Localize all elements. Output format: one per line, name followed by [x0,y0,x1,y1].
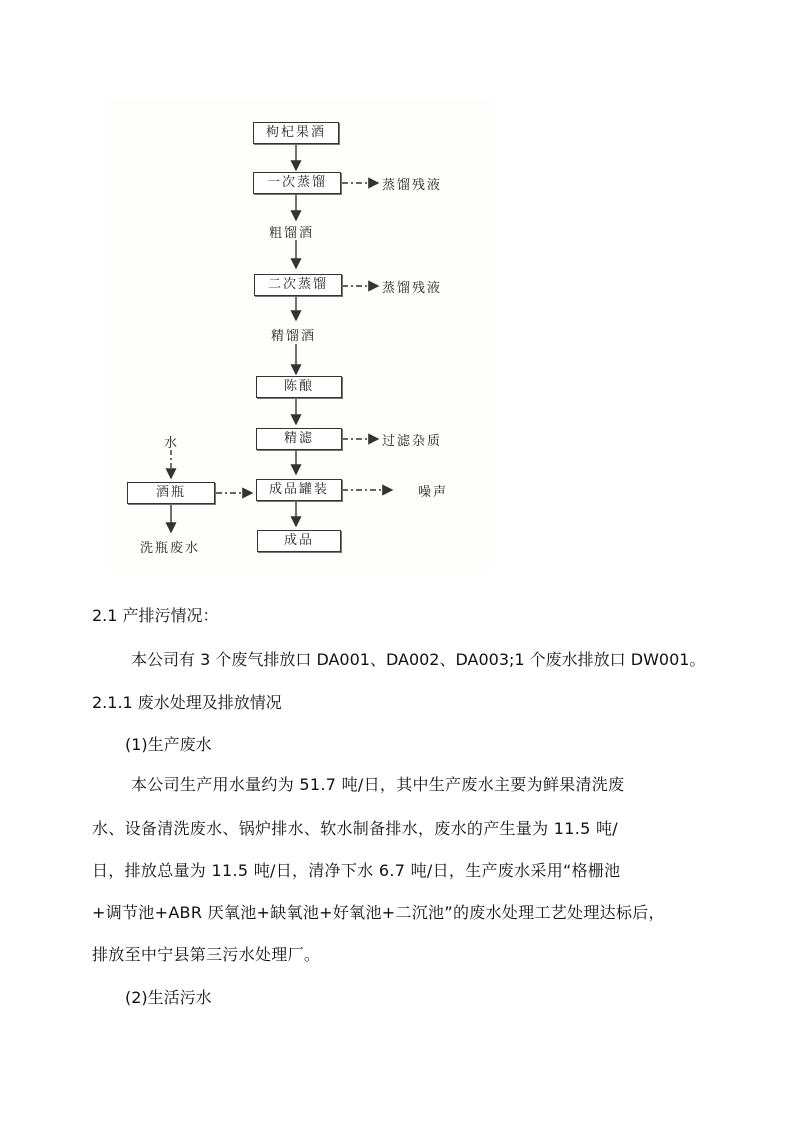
label-refined-distillate: 精馏酒 [271,329,317,344]
label-crude-distillate: 粗馏酒 [269,226,315,241]
box-second-distillation: 二次蒸馏 [254,274,342,296]
paragraph-line: 水、设备清洗废水、锅炉排水、软水制备排水，废水的产生量为 11.5 吨/ [92,819,618,838]
label-filter-impurities: 过滤杂质 [382,434,443,449]
box-goji-wine: 枸杞果酒 [253,122,339,144]
label-water: 水 [164,436,180,451]
outlets-sentence: 本公司有 3 个废气排放口 DA001、DA002、DA003;1 个废水排放口 DW001。 [131,650,706,669]
paragraph-line: +调节池+ABR 厌氧池+缺氧池+好氧池+二沉池”的废水处理工艺处理达标后， [92,903,665,922]
box-finished-product: 成品 [257,530,341,552]
label-distillation-residue-1: 蒸馏残液 [382,178,443,193]
label-distillation-residue-2: 蒸馏残液 [382,281,443,296]
box-wine-bottle: 酒瓶 [127,482,215,504]
subheading-domestic-sewage: (2)生活污水 [125,988,212,1007]
heading-2-1: 2.1 产排污情况： [92,606,219,625]
heading-2-1-1: 2.1.1 废水处理及排放情况 [92,693,282,712]
paragraph-line: 排放至中宁县第三污水处理厂。 [92,945,321,964]
box-first-distillation: 一次蒸馏 [253,172,341,194]
label-noise: 噪声 [418,485,449,500]
process-flow-diagram [110,100,490,570]
paragraph-line: 日，排放总量为 11.5 吨/日，清净下水 6.7 吨/日，生产废水采用“格栅池 [92,861,621,880]
label-bottle-wastewater: 洗瓶废水 [140,541,201,556]
box-fine-filtration: 精滤 [256,428,342,450]
box-bottling: 成品罐装 [256,479,342,501]
paragraph-line: 本公司生产用水量约为 51.7 吨/日，其中生产废水主要为鲜果清洗废 [131,775,625,794]
subheading-production-wastewater: (1)生产废水 [125,735,212,754]
box-aging: 陈酿 [256,376,342,398]
